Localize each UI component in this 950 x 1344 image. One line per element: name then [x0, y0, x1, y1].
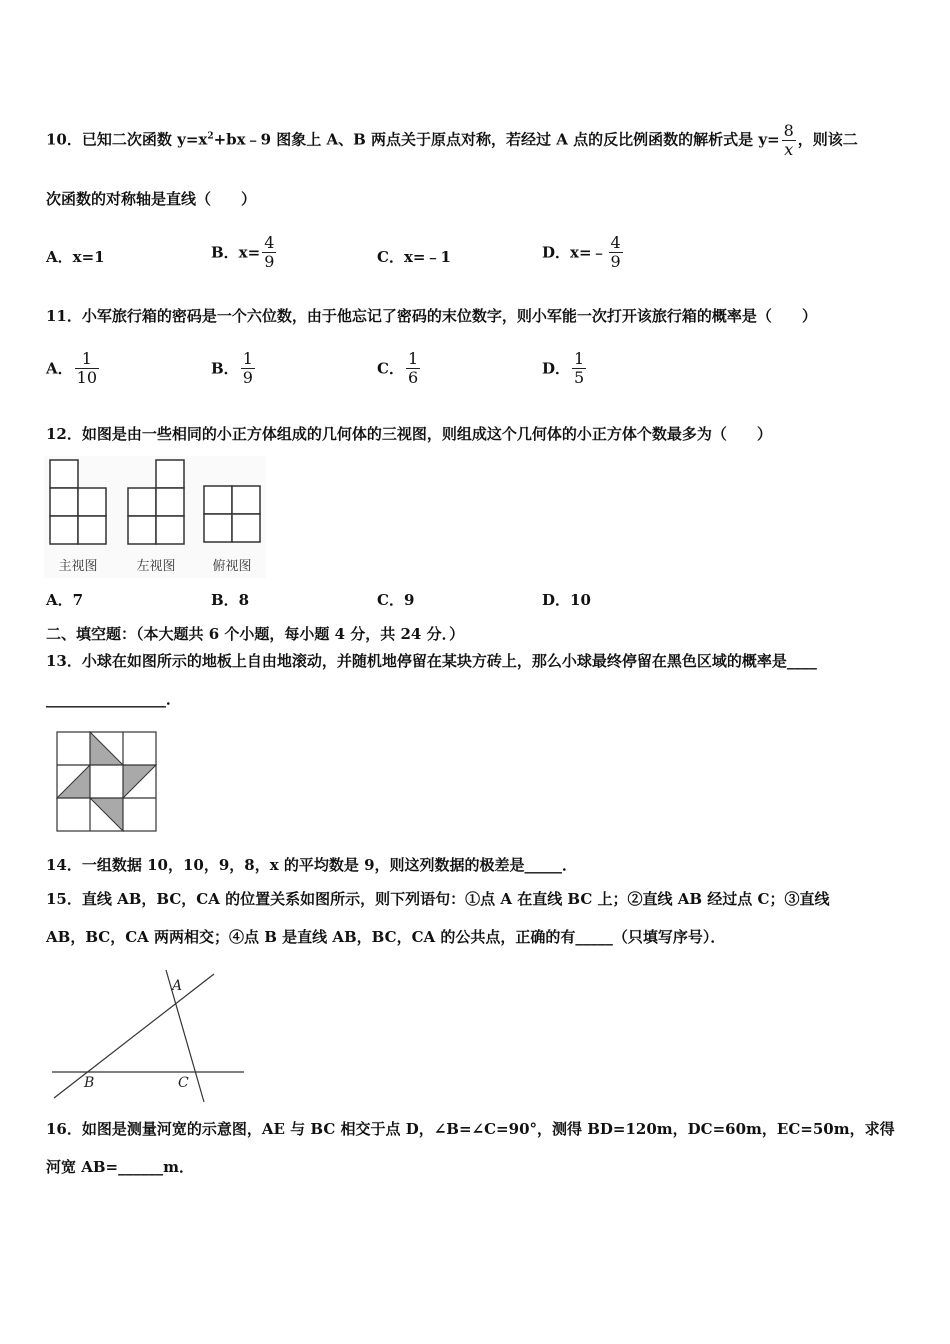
q10-line1: 10．已知二次函数 $y=x^2+bx﹣9$ 图象上 A、B 两点关于原点对称，若经过 A 点的反比例函数的解析式是 y= $\frac{8}{x}$ ，则该二	[46, 121, 858, 159]
three-views-figure	[44, 456, 266, 578]
shaded-triangles	[57, 732, 156, 831]
point-b-label: B	[84, 1075, 95, 1091]
top-view-label: 俯视图	[212, 559, 252, 574]
q13-line1: 13．小球在如图所示的地板上自由地滚动，并随机地停留在某块方砖上，那么小球最终停留在黑色区域的概率是____	[46, 652, 817, 670]
front-view-label: 主视图	[58, 559, 98, 574]
q11-text: 11．小军旅行箱的密码是一个六位数，由于他忘记了密码的末位数字，则小军能一次打开该旅行箱的概率是（ ）	[46, 307, 817, 325]
tile-grid	[57, 732, 156, 831]
q11-option-b[interactable]: B． $\frac{1}{9}$	[211, 349, 253, 387]
q12-option-d[interactable]: D．10	[542, 591, 591, 609]
section-2-heading: 二、填空题：（本大题共 6 个小题，每小题 4 分，共 24 分．）	[46, 625, 465, 643]
q10-option-d[interactable]: D．x=﹣ $\frac{4}{9}$	[542, 233, 621, 271]
q10-option-a[interactable]: A．x=1	[46, 248, 105, 266]
point-a-label: A	[172, 978, 183, 994]
q15-line2: AB，BC，CA 两两相交；④点 B 是直线 AB，BC，CA 的公共点，正确的有_____（只填写序号）．	[46, 928, 726, 946]
q10-line2: 次函数的对称轴是直线（ ）	[46, 190, 257, 208]
floor-tile-figure	[56, 731, 158, 833]
q10-option-c[interactable]: C．x=﹣1	[377, 248, 451, 266]
q14-text: 14．一组数据 10，10，9，8，x 的平均数是 9，则这列数据的极差是_____．	[46, 856, 578, 874]
q13-line2: ________________．	[46, 690, 182, 708]
q12-text: 12．如图是由一些相同的小正方体组成的几何体的三视图，则组成这个几何体的小正方体个数最多为（ ）	[46, 425, 772, 443]
left-view-label: 左视图	[136, 559, 176, 574]
lines-abc-figure	[46, 968, 248, 1104]
line-ab	[54, 974, 214, 1098]
lines	[52, 970, 244, 1102]
q10-option-b[interactable]: B．x= $\frac{4}{9}$	[211, 233, 275, 271]
q15-line1: 15．直线 AB，BC，CA 的位置关系如图所示，则下列语句：①点 A 在直线 BC 上；②直线 AB 经过点 C；③直线	[46, 890, 830, 908]
q11-option-c[interactable]: C． $\frac{1}{6}$	[377, 349, 419, 387]
point-c-label: C	[178, 1075, 189, 1091]
q12-option-a[interactable]: A．7	[46, 591, 84, 609]
q16-line1: 16．如图是测量河宽的示意图，AE 与 BC 相交于点 D，∠B=∠C=90°，测得 BD=120m，DC=60m，EC=50m，求得	[46, 1120, 895, 1138]
q11-option-d[interactable]: D． $\frac{1}{5}$	[542, 349, 585, 387]
q11-option-a[interactable]: A． $\frac{1}{10}$	[46, 349, 97, 387]
q12-option-c[interactable]: C．9	[377, 591, 415, 609]
top-view	[204, 486, 260, 542]
q12-option-b[interactable]: B．8	[211, 591, 250, 609]
q16-line2: 河宽 AB=______m．	[46, 1158, 194, 1176]
q10-fraction: $\frac{8}{x}$	[783, 121, 794, 159]
